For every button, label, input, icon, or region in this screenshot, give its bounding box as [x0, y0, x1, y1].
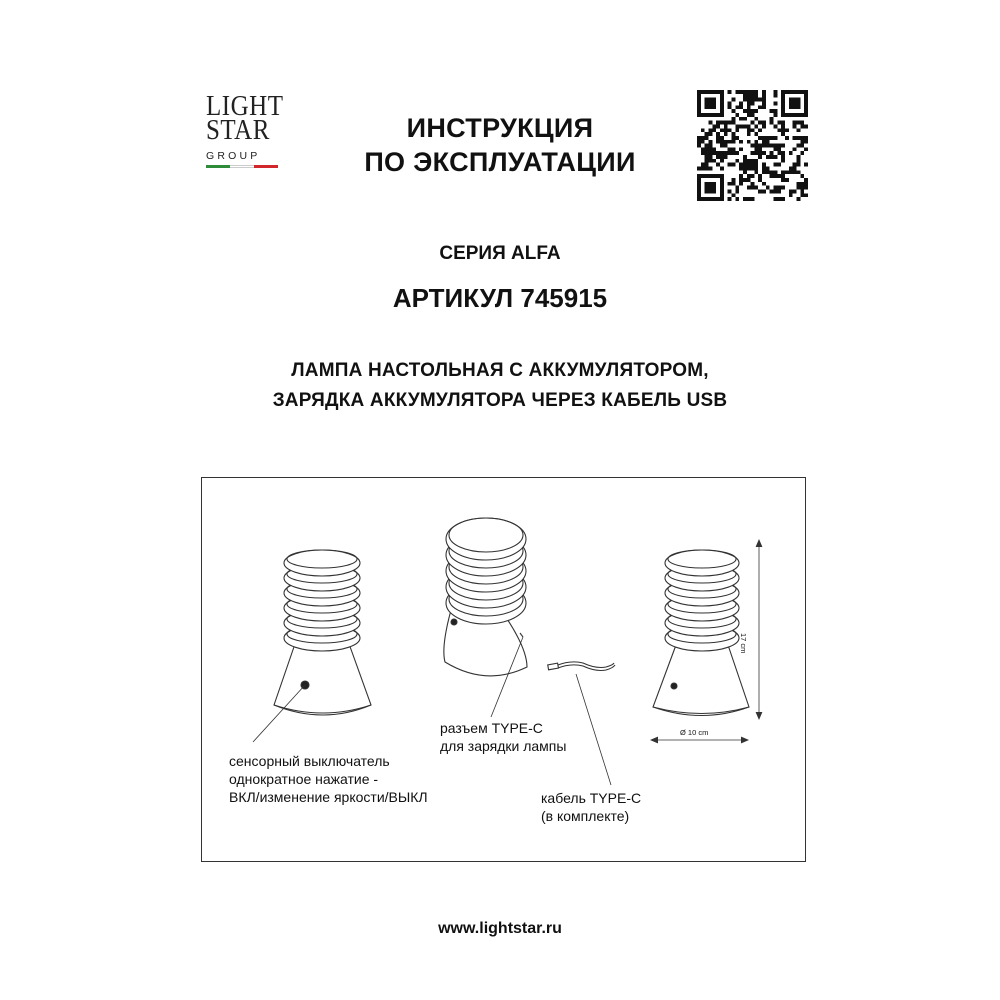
type-c-cable: [548, 662, 615, 671]
type-c-port: [451, 619, 457, 625]
brand-logo: [206, 90, 284, 191]
logo-line-3: GROUP: [206, 150, 261, 162]
title-line-1: ИНСТРУКЦИЯ: [406, 113, 594, 143]
italian-flag-stripe: [206, 165, 278, 168]
flag-green: [206, 165, 230, 168]
diameter-dimension-label: Ø 10 cm: [680, 728, 709, 737]
series-name: СЕРИЯ ALFA: [439, 243, 561, 264]
flag-white: [230, 165, 254, 168]
lamp-tilted-view: [444, 518, 527, 676]
height-dimension-label: 17 cm: [739, 633, 748, 654]
cable-label-2: (в комплекте): [541, 808, 630, 824]
cable-label-1: кабель TYPE-C: [541, 790, 642, 806]
article-number: АРТИКУЛ 745915: [392, 283, 608, 313]
touch-switch-label-2: однократное нажатие -: [229, 771, 379, 787]
lamp-dimension-view: [653, 550, 749, 716]
logo-line-2: STAR: [206, 114, 270, 146]
website-link[interactable]: www.lightstar.ru: [438, 920, 562, 937]
description-line-2: ЗАРЯДКА АККУМУЛЯТОРА ЧЕРЕЗ КАБЕЛЬ USB: [272, 390, 728, 411]
lamp-front-view: [274, 550, 371, 715]
touch-switch-dot-right: [671, 683, 677, 689]
connector-label-2: для зарядки лампы: [440, 738, 567, 754]
logo-line-1: LIGHT: [206, 90, 284, 122]
title-line-2: ПО ЭКСПЛУАТАЦИИ: [364, 147, 636, 177]
touch-switch-label-1: сенсорный выключатель: [229, 753, 390, 769]
connector-label-1: разъем TYPE-C: [440, 720, 543, 736]
qr-code: [697, 90, 808, 201]
description-line-1: ЛАМПА НАСТОЛЬНАЯ С АККУМУЛЯТОРОМ,: [291, 360, 709, 381]
touch-switch-label-3: ВКЛ/изменение яркости/ВЫКЛ: [229, 789, 428, 805]
flag-red: [254, 165, 278, 168]
